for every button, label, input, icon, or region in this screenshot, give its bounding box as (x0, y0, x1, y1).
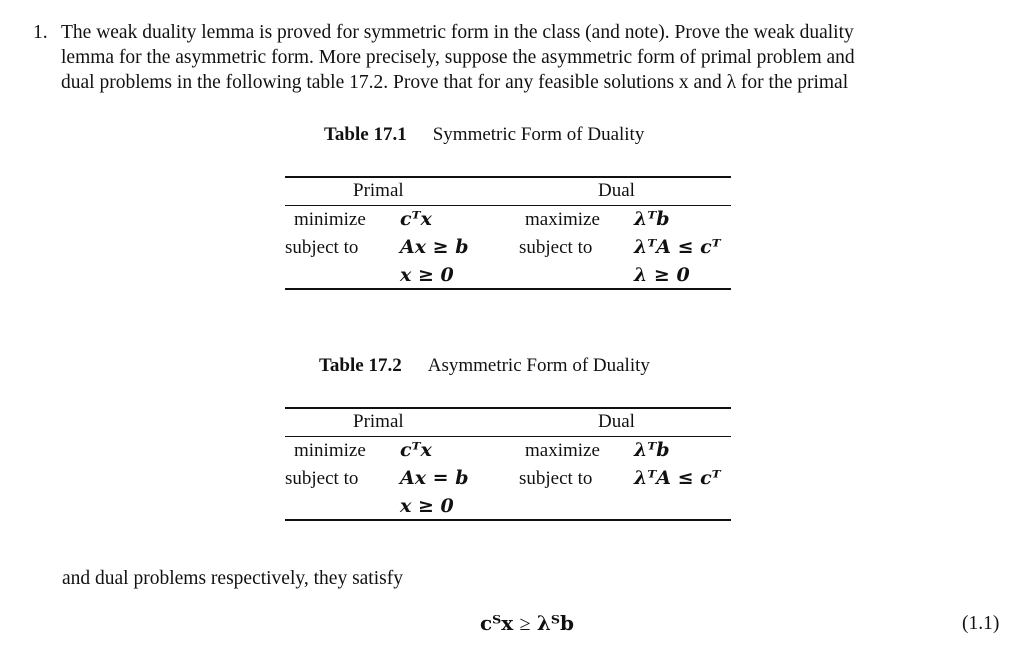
closing-text: and dual problems respectively, they satisfy (62, 568, 403, 589)
table1-caption (324, 124, 644, 146)
table2-mid-rule (285, 436, 731, 437)
table1-primal-subject-to: subject to (285, 237, 359, 258)
table1-primal-constraint: Ax ≥ b (400, 236, 469, 258)
table2-caption (319, 355, 650, 377)
table1-label: Table 17.1 (324, 124, 407, 145)
table1-title: Symmetric Form of Duality (432, 124, 645, 145)
problem-line-2: lemma for the asymmetric form. More precisely, suppose the asymmetric form of primal problem and (61, 47, 855, 68)
table1-primal-minimize: minimize (294, 209, 366, 230)
table2-bottom-rule (285, 519, 731, 521)
table2-primal-objective: cᵀx (400, 439, 432, 461)
table1-top-rule (285, 176, 731, 178)
equation-rhs: λᵀb (536, 611, 575, 635)
table1-dual-objective: λᵀb (634, 208, 670, 230)
table1-primal-header: Primal (353, 180, 404, 201)
problem-line-3: dual problems in the following table 17.2. Prove that for any feasible solutions x and λ for the primal (61, 72, 849, 93)
table2-primal-header: Primal (353, 411, 404, 432)
table2-top-rule (285, 407, 731, 409)
table1-dual-subject-to: subject to (519, 237, 593, 258)
table2-dual-header: Dual (598, 411, 635, 432)
equation-number: (1.1) (962, 613, 1000, 634)
table2-dual-subject-to: subject to (519, 468, 593, 489)
table1-primal-objective: cᵀx (400, 208, 432, 230)
table2-label: Table 17.2 (319, 355, 402, 376)
table1-dual-nonneg: λ ≥ 0 (634, 264, 690, 286)
equation-lhs: cᵀx (480, 611, 514, 635)
table2-dual-constraint: λᵀA ≤ cᵀ (634, 467, 721, 489)
equation-relation: ≥ (519, 613, 531, 635)
table2-dual-objective: λᵀb (634, 439, 670, 461)
table1-primal-nonneg: x ≥ 0 (400, 264, 454, 286)
table2-primal-constraint: Ax = b (400, 467, 469, 489)
table1-dual-maximize: maximize (525, 209, 600, 230)
table2-primal-minimize: minimize (294, 440, 366, 461)
weak-duality-equation (480, 611, 574, 636)
table2-title: Asymmetric Form of Duality (427, 355, 650, 376)
table2-dual-maximize: maximize (525, 440, 600, 461)
table1-mid-rule (285, 205, 731, 206)
problem-line-1: The weak duality lemma is proved for symmetric form in the class (and note). Prove the weak duality (61, 22, 854, 43)
table2-primal-nonneg: x ≥ 0 (400, 495, 454, 517)
problem-number: 1. (33, 22, 48, 43)
table1-dual-constraint: λᵀA ≤ cᵀ (634, 236, 721, 258)
table2-primal-subject-to: subject to (285, 468, 359, 489)
table1-bottom-rule (285, 288, 731, 290)
table1-dual-header: Dual (598, 180, 635, 201)
